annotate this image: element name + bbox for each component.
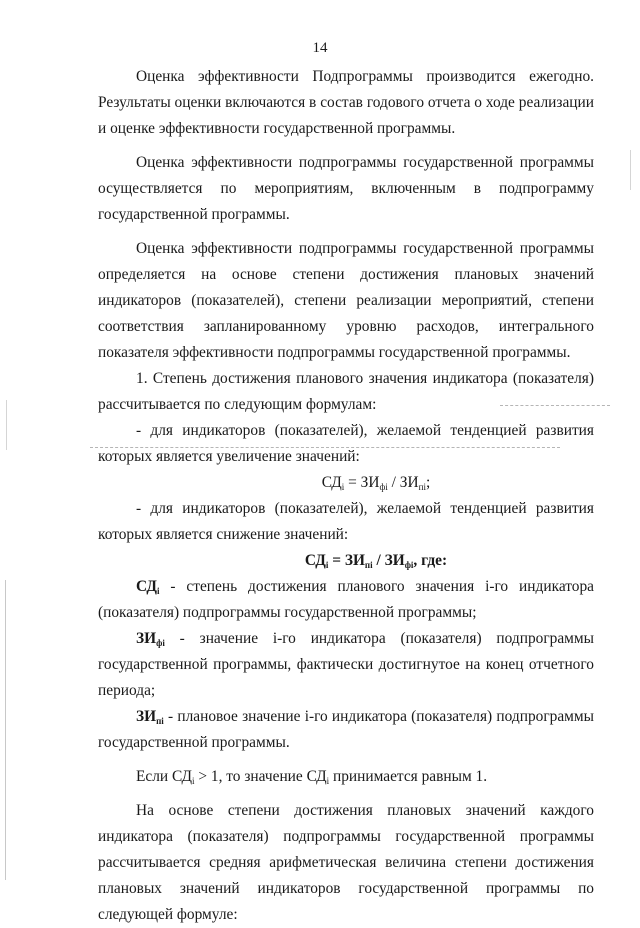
formula-end: ;: [425, 474, 431, 491]
formula-end: , где:: [413, 552, 448, 569]
formula-sd-subscript: i: [341, 482, 345, 492]
term-zi-plan-subscript: пi: [156, 716, 164, 726]
document-body: [98, 64, 594, 928]
paragraph-average-calculation: На основе степени достижения плановых значений каждого индикатора (показателя) подпрограммы государственной программы рассчитывается средняя арифметическая величина степени достижения плановых значений индикаторов государственной программы по следующей формуле:: [98, 802, 594, 923]
term-zi-fact-subscript: фi: [156, 638, 165, 648]
paragraph-increase-indicators: - для индикаторов (показателей), желаемой тенденцией развития которых является увеличение значений:: [98, 422, 594, 465]
scan-edge-mark: [5, 580, 6, 880]
definition-sd: [98, 574, 594, 626]
term-sd: СД: [136, 578, 157, 595]
formula-sd-subscript: i: [325, 560, 329, 570]
paragraph-evaluation-frequency: Оценка эффективности Подпрограммы производится ежегодно. Результаты оценки включаются в состав годового отчета о ходе реализации и оценке эффективности государственной программы.: [98, 68, 594, 137]
definition-sd-text: - степень достижения планового значения i-го индикатора (показателя) подпрограммы государственной программы;: [98, 578, 594, 621]
paragraph-cap-rule: [98, 764, 594, 790]
formula-zi-f-subscript: фi: [379, 482, 388, 492]
scan-edge-mark-top: [6, 400, 7, 450]
formula-zi-p-subscript: пi: [364, 560, 373, 570]
paragraph-decrease-indicators: - для индикаторов (показателей), желаемой тенденцией развития которых является снижение значений:: [98, 500, 594, 543]
formula-decrease: [98, 548, 594, 574]
paragraph-degree-achievement: 1. Степень достижения планового значения индикатора (показателя) рассчитывается по следующим формулам:: [98, 370, 594, 413]
paragraph-evaluation-basis: Оценка эффективности подпрограммы государственной программы определяется на основе степени достижения плановых значений индикаторов (показателей), степени реализации мероприятий, степени соответствия запланированному уровню расходов, интегрального показателя эффективности подпрограммы государственной программы.: [98, 240, 594, 361]
term-zi-plan: ЗИ: [136, 708, 157, 725]
formula-zi-f-subscript: фi: [404, 560, 414, 570]
cap-rule-sub-1: i: [192, 776, 195, 786]
paragraph-evaluation-scope: Оценка эффективности подпрограммы государственной программы осуществляется по мероприятиям, включенным в подпрограмму государственной программы.: [98, 154, 594, 223]
term-sd-subscript: i: [156, 586, 160, 596]
cap-rule-c: принимается равным 1.: [329, 768, 488, 785]
page-number: 14: [312, 40, 328, 56]
formula-zi-p-subscript: пi: [418, 482, 426, 492]
formula-eq: = ЗИ: [344, 474, 380, 491]
definition-zi-plan-text: - плановое значение i-го индикатора (показателя) подпрограммы государственной программы.: [98, 708, 594, 751]
term-zi-fact: ЗИ: [136, 630, 157, 647]
definition-zi-plan: [98, 704, 594, 756]
scan-edge-mark-right: [630, 150, 631, 190]
definition-zi-fact: [98, 626, 594, 704]
cap-rule-a: Если СД: [136, 768, 192, 785]
formula-sd: СД: [321, 474, 342, 491]
formula-div: / ЗИ: [372, 552, 405, 569]
formula-div: / ЗИ: [387, 474, 419, 491]
definition-zi-fact-text: - значение i-го индикатора (показателя) подпрограммы государственной программы, фактически достигнутое на конец отчетного периода;: [98, 630, 594, 699]
formula-eq: = ЗИ: [328, 552, 365, 569]
cap-rule-b: > 1, то значение СД: [194, 768, 327, 785]
formula-sd: СД: [304, 552, 326, 569]
formula-increase: [98, 470, 594, 496]
cap-rule-sub-2: i: [326, 776, 330, 786]
